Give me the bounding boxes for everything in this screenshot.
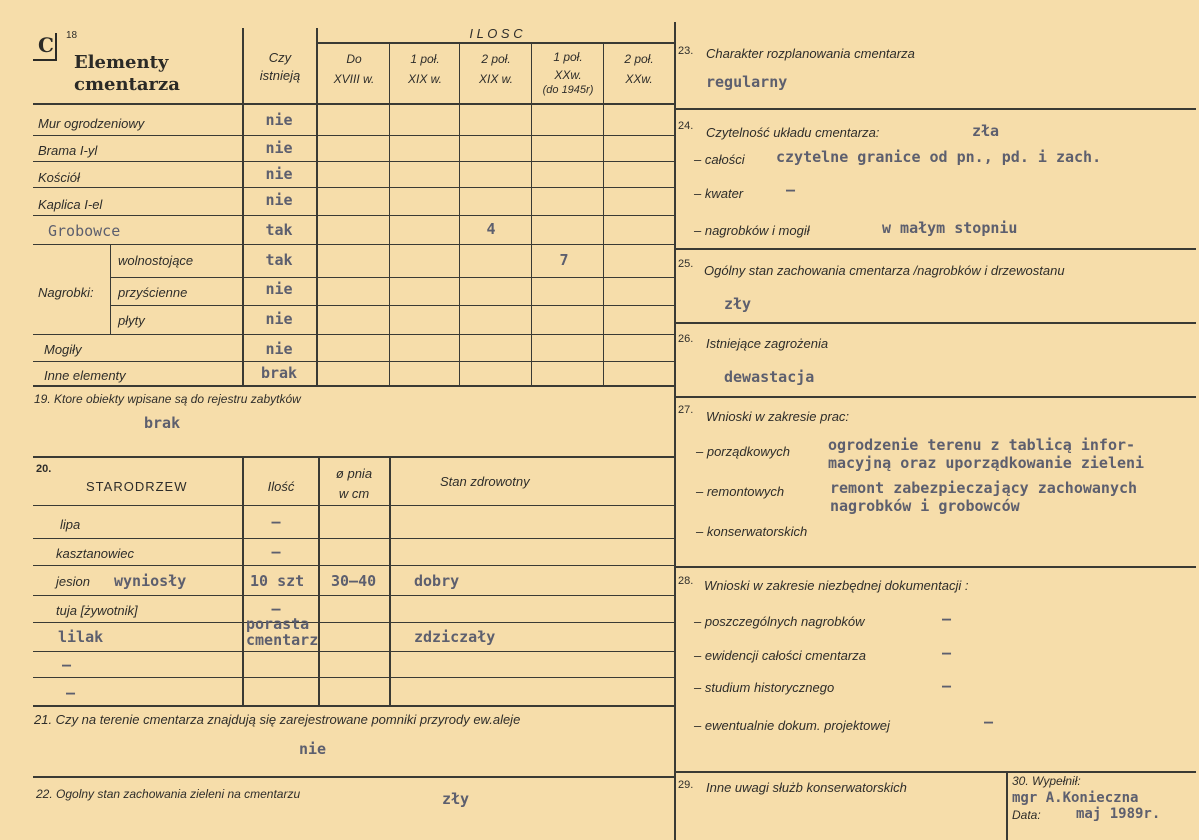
row-label: Inne elementy bbox=[44, 368, 126, 383]
exists-value: nie bbox=[265, 340, 293, 358]
row-label: Grobowce bbox=[48, 222, 121, 240]
s26-num: 26. bbox=[678, 333, 694, 345]
tree-qty: – bbox=[271, 513, 281, 531]
s21-value: nie bbox=[299, 740, 327, 758]
exists-value: nie bbox=[265, 111, 293, 129]
s28-label: Wnioski w zakresie niezbędnej dokumentacji : bbox=[704, 578, 969, 593]
s27-item-value-l1: remont zabezpieczający zachowanych bbox=[830, 479, 1138, 497]
s22-value: zły bbox=[442, 790, 470, 808]
period-3-l1: 2 poł. bbox=[481, 52, 511, 66]
s30-label: 30. Wypełnił: bbox=[1012, 774, 1081, 788]
period-1-l2: XVIII w. bbox=[333, 72, 375, 86]
s24-item-label: – kwater bbox=[694, 186, 744, 201]
exists-value: nie bbox=[265, 191, 293, 209]
s24-num: 24. bbox=[678, 120, 694, 132]
s24-item-value: – bbox=[786, 181, 796, 199]
s27-item-label: – konserwatorskich bbox=[696, 524, 808, 539]
s25-label: Ogólny stan zachowania cmentarza /nagrobków i drzewostanu bbox=[704, 263, 1065, 278]
period-2-l2: XIX w. bbox=[407, 72, 442, 86]
s25-value: zły bbox=[724, 295, 752, 313]
s19-label: 19. Ktore obiekty wpisane są do rejestru zabytków bbox=[34, 392, 301, 406]
row-label: Kaplica I-el bbox=[38, 197, 103, 212]
tree-health: dobry bbox=[414, 572, 460, 590]
tree-qty: porasta cmentarz bbox=[246, 615, 319, 649]
s30-value: mgr A.Konieczna bbox=[1012, 790, 1139, 806]
wolnostojace-count: 7 bbox=[559, 251, 569, 269]
period-4-l2: XXw. bbox=[554, 68, 582, 82]
period-5-l2: XXw. bbox=[625, 72, 653, 86]
s28-num: 28. bbox=[678, 575, 694, 587]
ilosc-header: I L O S C bbox=[469, 26, 523, 41]
s27-item-label: – porządkowych bbox=[696, 444, 790, 459]
s19-value: brak bbox=[144, 414, 181, 432]
s25-num: 25. bbox=[678, 258, 694, 270]
s24-item-value: w małym stopniu bbox=[882, 219, 1018, 237]
s30-date-label: Data: bbox=[1012, 808, 1041, 822]
tree-name: kasztanowiec bbox=[56, 546, 135, 561]
s20-header-diam-l1: ø pnia bbox=[335, 466, 373, 481]
s28-item-label: – studium historycznego bbox=[694, 680, 835, 695]
tree-typed: lilak bbox=[58, 628, 104, 646]
s27-num: 27. bbox=[678, 404, 694, 416]
s28-item-label: – poszczególnych nagrobków bbox=[694, 614, 865, 629]
exists-value: tak bbox=[265, 251, 293, 269]
row-label: Brama I-yl bbox=[38, 143, 98, 158]
tree-health: zdziczały bbox=[414, 628, 496, 646]
s22-label: 22. Ogolny stan zachowania zieleni na cmentarzu bbox=[36, 787, 301, 801]
tree-diam: 30–40 bbox=[331, 572, 377, 590]
title-line2: cmentarza bbox=[74, 74, 180, 95]
card-number: 18 bbox=[66, 30, 78, 41]
s28-item-value: – bbox=[984, 713, 994, 731]
s26-value: dewastacja bbox=[724, 368, 815, 386]
s29-num: 29. bbox=[678, 779, 694, 791]
period-1-l1: Do bbox=[346, 52, 362, 66]
s20-header-health: Stan zdrowotny bbox=[440, 474, 530, 489]
period-4-l1: 1 poł. bbox=[553, 50, 583, 64]
s21-label: 21. Czy na terenie cmentarza znajdują się zarejestrowane pomniki przyrody ew.aleje bbox=[34, 712, 521, 727]
s24-item-value: czytelne granice od pn., pd. i zach. bbox=[776, 148, 1102, 166]
s20-num: 20. bbox=[36, 463, 52, 475]
s27-item-label: – remontowych bbox=[696, 484, 785, 499]
row-label: płyty bbox=[118, 313, 145, 328]
s24-label: Czytelność układu cmentarza: bbox=[706, 125, 880, 140]
title-line1: Elementy bbox=[74, 52, 169, 73]
row-label: przyścienne bbox=[118, 285, 188, 300]
tree-name: lipa bbox=[60, 517, 81, 532]
col-exists-l1: Czy bbox=[268, 50, 292, 65]
tree-typed: – bbox=[62, 656, 72, 674]
exists-value: nie bbox=[265, 139, 293, 157]
row-label: Kościół bbox=[38, 170, 80, 185]
row-label: wolnostojące bbox=[118, 253, 194, 268]
card-letter: C bbox=[38, 33, 54, 57]
tree-name: jesion bbox=[56, 574, 90, 589]
s27-item-value-l1: ogrodzenie terenu z tablicą infor- bbox=[828, 436, 1136, 454]
nagrobki-label: Nagrobki: bbox=[38, 285, 94, 300]
s23-label: Charakter rozplanowania cmentarza bbox=[706, 46, 915, 61]
s28-item-value: – bbox=[942, 644, 952, 662]
s30-date-value: maj 1989r. bbox=[1076, 806, 1161, 822]
tree-typed: – bbox=[66, 684, 76, 702]
period-2-l1: 1 poł. bbox=[410, 52, 440, 66]
s27-label: Wnioski w zakresie prac: bbox=[706, 409, 850, 424]
s28-item-label: – ewidencji całości cmentarza bbox=[694, 648, 866, 663]
s24-item-label: – całości bbox=[694, 152, 745, 167]
exists-value: nie bbox=[265, 280, 293, 298]
s20-header-name: STARODRZEW bbox=[86, 479, 188, 494]
tree-typed: wyniosły bbox=[114, 572, 187, 590]
s28-item-value: – bbox=[942, 677, 952, 695]
s24-item-label: – nagrobków i mogił bbox=[694, 223, 810, 238]
s27-item-value-l2: nagrobków i grobowców bbox=[830, 497, 1020, 515]
tree-qty: – bbox=[271, 600, 281, 618]
s29-label: Inne uwagi służb konserwatorskich bbox=[706, 780, 907, 795]
exists-value: nie bbox=[265, 310, 293, 328]
s28-item-label: – ewentualnie dokum. projektowej bbox=[694, 718, 890, 733]
s20-header-qty: Ilość bbox=[267, 479, 295, 494]
s23-num: 23. bbox=[678, 45, 694, 57]
s23-value: regularny bbox=[706, 73, 788, 91]
exists-value: brak bbox=[260, 364, 298, 382]
exists-value: tak bbox=[265, 221, 293, 239]
tree-name: tuja [żywotnik] bbox=[56, 603, 138, 618]
row-label: Mogiły bbox=[44, 342, 82, 357]
col-exists-l2: istnieją bbox=[259, 68, 301, 83]
period-5-l1: 2 poł. bbox=[624, 52, 654, 66]
row-label: Mur ogrodzeniowy bbox=[38, 116, 145, 131]
period-4-l3: (do 1945r) bbox=[542, 84, 594, 96]
exists-value: nie bbox=[265, 165, 293, 183]
s24-value: zła bbox=[972, 122, 1000, 140]
s26-label: Istniejące zagrożenia bbox=[706, 336, 829, 351]
s27-item-value-l2: macyjną oraz uporządkowanie zieleni bbox=[828, 454, 1145, 472]
tree-qty: – bbox=[271, 543, 281, 561]
tree-qty: 10 szt bbox=[250, 572, 305, 590]
s28-item-value: – bbox=[942, 610, 952, 628]
period-3-l2: XIX w. bbox=[478, 72, 513, 86]
grobowce-count: 4 bbox=[486, 220, 496, 238]
s20-header-diam-l2: w cm bbox=[338, 486, 370, 501]
